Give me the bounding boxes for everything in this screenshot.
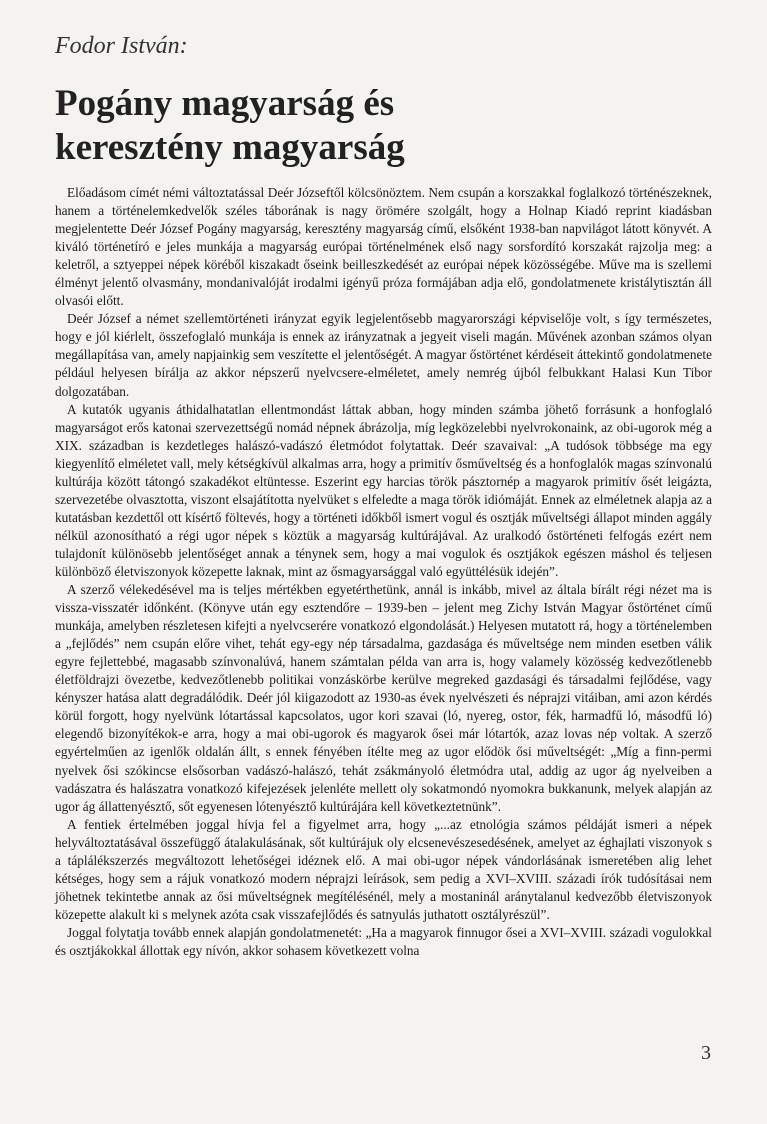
paragraph: Deér József a német szellemtörténeti irányzat egyik legjelentősebb magyarországi képviselője volt, s így természetes, hogy e jól kiérlelt, összefoglaló munkája is ennek az irányzatnak a jegyeit viseli magán. Művének azonban számos olyan megállapítása van, amely napjainkig sem veszítette el jelentőségét. A magyar őstörténet kérdéseit áttekintő gondolatmenete például helyesen bírálja az akkor népszerű nyelvcsere-elméletet, amely nemrég újból felbukkant Halasi Kun Tibor dolgozatában. [55, 311, 712, 399]
paragraph: A kutatók ugyanis áthidalhatatlan ellentmondást láttak abban, hogy minden számba jöhető forrásunk a honfoglaló magyarságot erős katonai szervezettségű nomád népnek ábrázolja, míg legközelebbi nyelvrokonaink, az obi-ugorok még a XIX. században is kezdetleges halászó-vadászó életmódot folytattak. Deér szavaival: „A tudósok többsége ma egy kiegyenlítő elméletet vall, mely kétségkívül alkalmas arra, hogy a primitív ősműveltség és a honfoglalók magas színvonalú kultúrája között tátongó szakadékot eltüntesse. Eszerint egy harcias török pásztornép a magyarok primitív ősét leigázta, szervezetébe olvasztotta, viszont elsajátította nyelvüket s elfeledte a maga török idiómáját. Ennek az elméletnek alapja az a kutatásban kezdettől ott kísértő föltevés, hogy a történeti időkből ismert vogul és osztják műveltségi állapot minden aggály nélkül azonosítható a régi ugor népek s köztük a magyarság kultúrájával. Az uralkodó őstörténeti felfogás ezért nem tulajdonít különösebb jelentőséget annak a ténynek sem, hogy a mai vogulok és osztjákok egészen máshol és teljesen különböző életviszonyok közepette laknak, mint az ősmagyarsággal való együttélésük idején”. [55, 401, 712, 579]
article-title [55, 82, 405, 170]
title-line-1: Pogány magyarság és [55, 83, 395, 124]
paragraph: Előadásom címét némi változtatással Deér Józseftől kölcsönöztem. Nem csupán a korszakkal foglalkozó történészeknek, hanem a történelemkedvelők széles táborának is nagy örömére szolgált, hogy a Holnap Kiadó reprint kiadásban megjelentette Deér József Pogány magyarság, keresztény magyarság című, elsőként 1938-ban napvilágot látott könyvét. A kiváló történetíró e jeles munkája a magyarság európai történelmének első nagy sorsfordító korszakát rajzolja meg: a keletről, a sztyeppei népek köréből kiszakadt őseink beilleszkedését az európai népek közösségébe. Műve ma is szellemi élményt jelentő olvasmány, mondanivalóját irodalmi igényű próza formájában adja elő, gondolatmenete kristálytisztán áll olvasói előtt. [55, 185, 712, 309]
author-name: Fodor István: [55, 33, 188, 59]
paragraph: A fentiek értelmében joggal hívja fel a figyelmet arra, hogy „...az etnológia számos példáját ismeri a népek helyváltoztatásával összefüggő átalakulásának, sőt kultúrájuk oly elcsenevészesedésének, amelyet az éghajlati viszonyok s a táplálékszerzés megváltozott lehetőségei idéznek elő. A mai obi-ugor népek vándorlásának ismeretében alig lehet kétséges, hogy sem a rájuk vonatkozó modern néprajzi leírások, sem pedig a XVI–XVIII. századi írók tudósításai nem jöhetnek tekintetbe annak az ősi műveltségnek megítélésénél, mely a mostaninál aránytalanul kedvezőbb életviszonyok közepette alakult ki s melynek azóta csak visszafejlődés és satnyulás juthatott osztályrészül”. [55, 816, 712, 922]
page-number: 3 [701, 1042, 711, 1064]
paragraph: Joggal folytatja tovább ennek alapján gondolatmenetét: „Ha a magyarok finnugor ősei a XVI–XVIII. századi vogulokkal és osztjákokkal állottak egy nívón, akkor sohasem következett volna [55, 924, 712, 958]
paragraph: A szerző vélekedésével ma is teljes mértékben egyetérthetünk, annál is inkább, mivel az általa bírált régi nézet ma is vissza-visszatér időnként. (Könyve után egy esztendőre – 1939-ben – jelent meg Zichy István Magyar őstörténet című munkája, amelyben részletesen kifejti a nyelvcserére vonatkozó elgondolását.) Helyesen mutatott rá, hogy a történelemben a „fejlődés” nem csupán előre vihet, tehát egy-egy nép társadalma, gazdasága és műveltsége nem minden esetben válik egyre fejlettebbé, magasabb színvonalúvá, hanem számtalan példa van arra is, hogy valamely közösség kedvezőtlenebb életföldrajzi övezetbe, kedvezőtlenebb politikai vonzáskörbe kerülve megreked gazdasági és társadalmi fejlődése, vagy kényszer hatása alatt degradálódik. Deér jól kiigazodott az 1930-as évek nyelvészeti és néprajzi vitáiban, ami azon kérdés körül forgott, hogy nyelvünk lótartással kapcsolatos, ugor kori szavai (ló, nyereg, ostor, fék, harmadfű ló, másodfű ló) elegendő bizonyítékok-e arra, hogy a mai obi-ugorok és magyarok ősei már lótartók, azaz lovas nép voltak. A szerző egyértelműen az igenlők oldalán állt, s ennek fényében ítélte meg az ugor elődök ősi műveltségét: „Míg a finn-permi nyelvek ősi szókincse elsősorban vadászó-halászó, tehát zsákmányoló életmódra utal, addig az ugor ág nyelveiben a vadászatra és halászatra vonatkozó kifejezések jelenléte mellett oly sokatmondó nyomokra bukkanunk, melyek alapján az ugor ág állattenyésztő, sőt egyenesen lótenyésztő kultúrájára kell következtetnünk”. [55, 582, 712, 814]
title-line-2: keresztény magyarság [55, 127, 405, 168]
article-body [55, 184, 712, 960]
